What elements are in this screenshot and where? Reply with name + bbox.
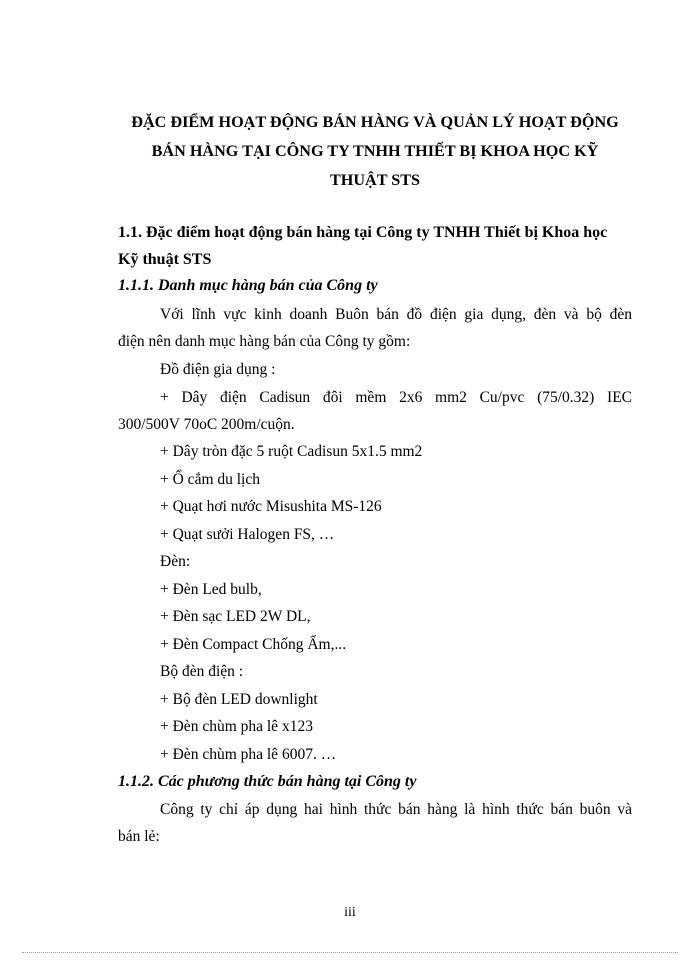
title-line-3: THUẬT STS: [329, 171, 421, 189]
section-heading-1-1-line-2: Kỹ thuật STS: [118, 251, 212, 268]
section-heading-1-1-line-1: 1.1. Đặc điểm hoạt động bán hàng tại Công ty TNHH Thiết bị Khoa học: [118, 224, 608, 241]
light-set-item-2: + Đèn chùm pha lê x123: [160, 718, 313, 735]
household-item-3: + Ổ cắm du lịch: [160, 471, 260, 488]
intro-line-2: điện nên danh mục hàng bán của Công ty gồm:: [118, 333, 411, 350]
lamp-item-2: + Đèn sạc LED 2W DL,: [160, 608, 311, 625]
subsection-heading-1-1-1: 1.1.1. Danh mục hàng bán của Công ty: [118, 277, 378, 294]
page-number: iii: [344, 905, 356, 920]
light-set-item-1: + Bộ đèn LED downlight: [160, 691, 318, 708]
group-label-household: Đồ điện gia dụng :: [160, 361, 276, 378]
household-item-1-line-1: + Dây điện Cadisun đôi mềm 2x6 mm2 Cu/pvc (75/0.32) IEC: [160, 389, 632, 406]
household-item-1-line-2: 300/500V 70oC 200m/cuộn.: [118, 416, 295, 433]
household-item-2: + Dây tròn đặc 5 ruột Cadisun 5x1.5 mm2: [160, 443, 423, 460]
document-title: [110, 108, 640, 195]
light-set-item-3: + Đèn chùm pha lê 6007. …: [160, 746, 337, 763]
household-item-4: + Quạt hơi nước Misushita MS-126: [160, 498, 382, 515]
section-heading-1-1: [118, 219, 638, 273]
subsection-heading-1-1-2: 1.1.2. Các phương thức bán hàng tại Công ty: [118, 773, 417, 790]
title-line-1: ĐẶC ĐIỂM HOẠT ĐỘNG BÁN HÀNG VÀ QUẢN LÝ HOẠT ĐỘNG: [131, 113, 619, 131]
intro-line-1: Với lĩnh vực kinh doanh Buôn bán đồ điện gia dụng, đèn và bộ đèn: [160, 306, 632, 323]
sales-methods-line-1: Công ty chỉ áp dụng hai hình thức bán hàng là hình thức bán buôn và: [160, 801, 632, 818]
lamp-item-3: + Đèn Compact Chống Ẩm,...: [160, 636, 347, 653]
page-bottom-divider: [22, 952, 678, 953]
title-line-2: BÁN HÀNG TẠI CÔNG TY TNHH THIẾT BỊ KHOA HỌC KỸ: [151, 142, 599, 160]
sales-methods-line-2: bán lẻ:: [118, 828, 160, 845]
lamp-item-1: + Đèn Led bulb,: [160, 581, 262, 598]
group-label-lamps: Đèn:: [160, 553, 191, 570]
household-item-5: + Quạt sưởi Halogen FS, …: [160, 526, 335, 543]
group-label-light-sets: Bộ đèn điện :: [160, 663, 244, 680]
